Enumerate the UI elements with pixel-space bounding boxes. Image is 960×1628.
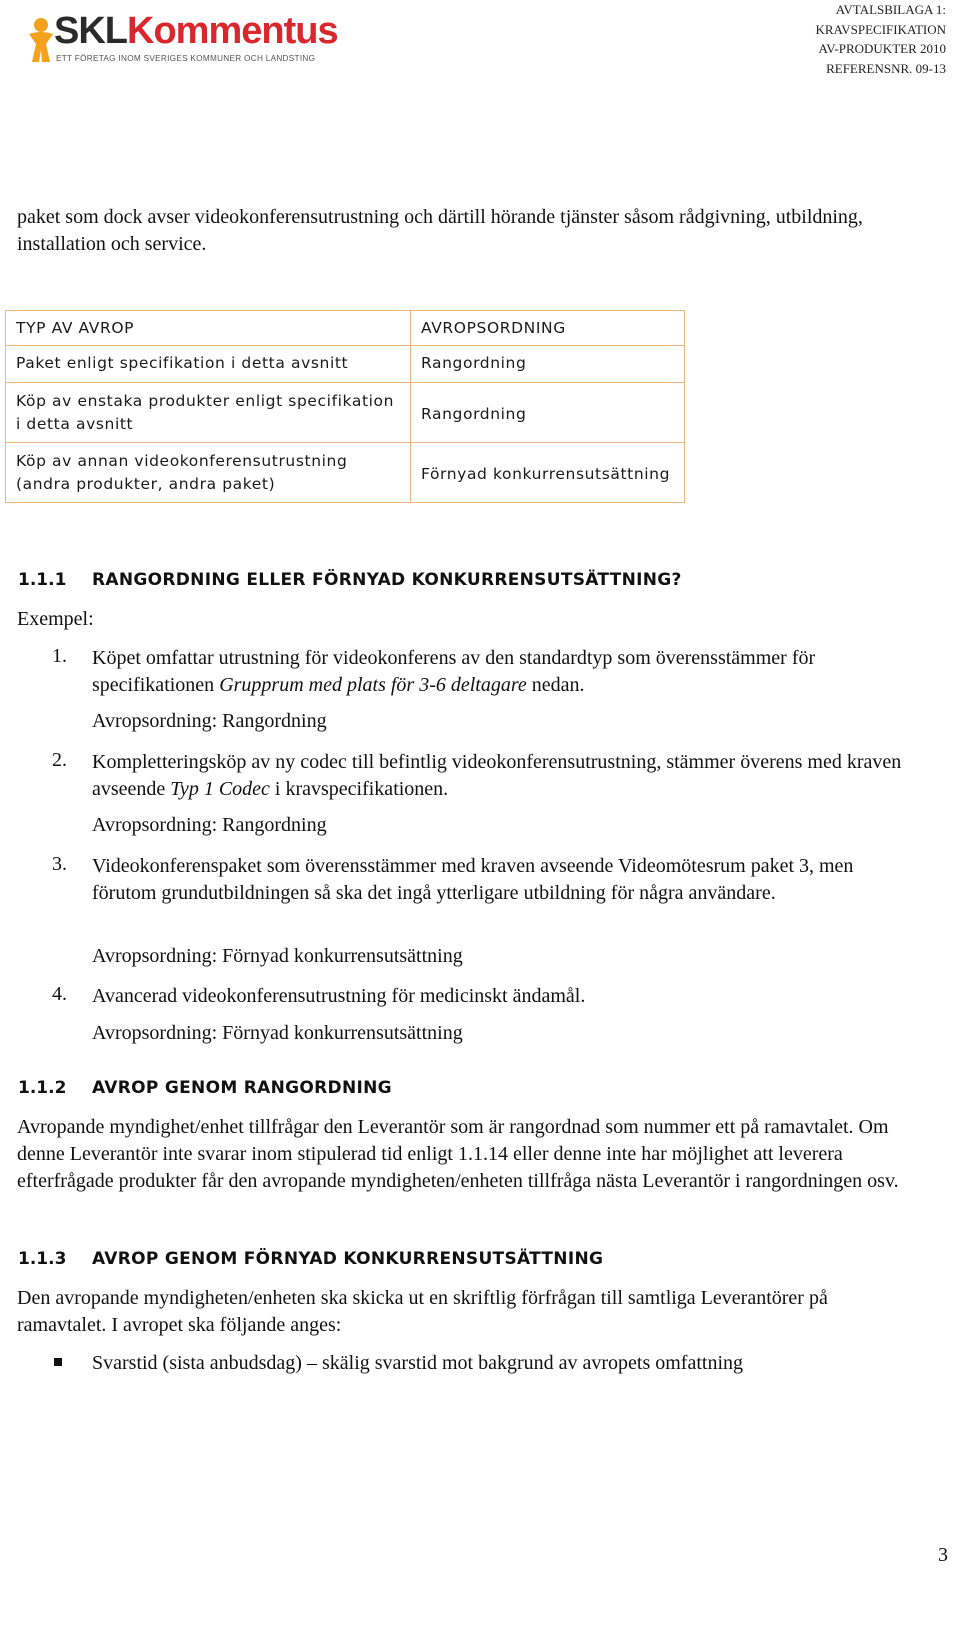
section-number: 1.1.3 (18, 1249, 67, 1269)
section-body: Avropande myndighet/enhet tillfrågar den Leverantör som är rangordnad som nummer ett på ramavtalet. Om denne Leverantör inte svarar inom stipulerad tid enligt 1.1.14 eller denne inte har möjlighet att leverera efterfrågade produkter får den avropande myndigheten/enheten tillfråga nästa Leverantör i rangordningen osv. (17, 1116, 899, 1192)
logo-tagline: ETT FÖRETAG INOM SVERIGES KOMMUNER OCH LANDSTING (56, 54, 316, 63)
logo-brand-a: SKL (54, 10, 127, 52)
table-header-type: TYP AV AVROP (6, 311, 411, 346)
list-item-text-a: Köpet omfattar utrustning för videokonferens av den standardtyp som överensstämmer för specifikationen (92, 647, 816, 696)
bullet-square-icon (54, 1358, 62, 1366)
list-item-text (92, 645, 922, 699)
section-body: Den avropande myndigheten/enheten ska skicka ut en skriftlig förfrågan till samtliga Leverantörer på ramavtalet. I avropet ska följande anges: (17, 1287, 828, 1336)
list-item-text (92, 749, 922, 803)
header-line-3: AV-PRODUKTER 2010 (818, 41, 946, 56)
table-cell-type: Paket enligt specifikation i detta avsnitt (6, 346, 411, 383)
document-header (815, 0, 946, 78)
section-title: AVROP GENOM FÖRNYAD KONKURRENSUTSÄTTNING (92, 1249, 604, 1269)
section-number: 1.1.1 (18, 570, 67, 590)
page-number: 3 (938, 1544, 948, 1566)
table-cell-type: Köp av enstaka produkter enligt specifikation i detta avsnitt (6, 383, 411, 443)
table-row (6, 346, 685, 383)
list-item-order: Avropsordning: Rangordning (92, 814, 327, 836)
table-header-row (6, 311, 685, 346)
intro-paragraph: paket som dock avser videokonferensutrustning och därtill hörande tjänster såsom rådgivning, utbildning, installation och service. (17, 206, 863, 255)
list-item-text-b: i kravspecifikationen. (269, 778, 449, 800)
logo-figure-icon (26, 16, 56, 64)
list-item-text: Videokonferenspaket som överensstämmer med kraven avseende Videomötesrum paket 3, men förutom grundutbildningen så ska det ingå ytterligare utbildning för några användare. (92, 855, 854, 904)
list-item-number: 3. (52, 853, 67, 875)
logo (26, 10, 376, 70)
list-item-text-em: Typ 1 Codec (170, 778, 270, 800)
section-title: RANGORDNING ELLER FÖRNYAD KONKURRENSUTSÄTTNING? (92, 570, 682, 590)
table-header-order: AVROPSORDNING (411, 311, 685, 346)
table-row (6, 443, 685, 503)
list-item-text-b: nedan. (526, 674, 585, 696)
list-item-order: Avropsordning: Förnyad konkurrensutsättning (92, 945, 463, 967)
list-item-order: Avropsordning: Rangordning (92, 710, 327, 732)
table-row (6, 383, 685, 443)
list-item-text-em: Grupprum med plats för 3-6 deltagare (219, 674, 527, 696)
list-item-text-a: Kompletteringsköp av ny codec till befintlig videokonferensutrustning, stämmer överens med kraven avseende (92, 751, 902, 800)
list-item-number: 4. (52, 983, 67, 1005)
example-label: Exempel: (17, 608, 94, 630)
logo-brand-b: Kommentus (127, 10, 338, 52)
section-heading-2 (18, 1078, 392, 1098)
section-heading-3 (18, 1249, 603, 1269)
section-heading-1 (18, 570, 682, 590)
list-item-number: 1. (52, 645, 67, 667)
table-cell-order: Rangordning (411, 383, 685, 443)
header-line-1: AVTALSBILAGA 1: (835, 2, 946, 17)
logo-wordmark (54, 10, 338, 53)
table-cell-order: Rangordning (411, 346, 685, 383)
bullet-text: Svarstid (sista anbudsdag) – skälig svarstid mot bakgrund av avropets omfattning (92, 1352, 744, 1374)
avrop-table (5, 310, 685, 503)
list-item-order: Avropsordning: Förnyad konkurrensutsättning (92, 1022, 463, 1044)
table-cell-order: Förnyad konkurrensutsättning (411, 443, 685, 503)
header-line-4: REFERENSNR. 09-13 (826, 60, 946, 76)
table-cell-type: Köp av annan videokonferensutrustning (andra produkter, andra paket) (6, 443, 411, 503)
section-number: 1.1.2 (18, 1078, 67, 1098)
list-item-number: 2. (52, 749, 67, 771)
header-line-2: KRAVSPECIFIKATION (815, 21, 946, 37)
list-item-text: Avancerad videokonferensutrustning för medicinskt ändamål. (92, 985, 586, 1007)
section-title: AVROP GENOM RANGORDNING (92, 1078, 392, 1098)
